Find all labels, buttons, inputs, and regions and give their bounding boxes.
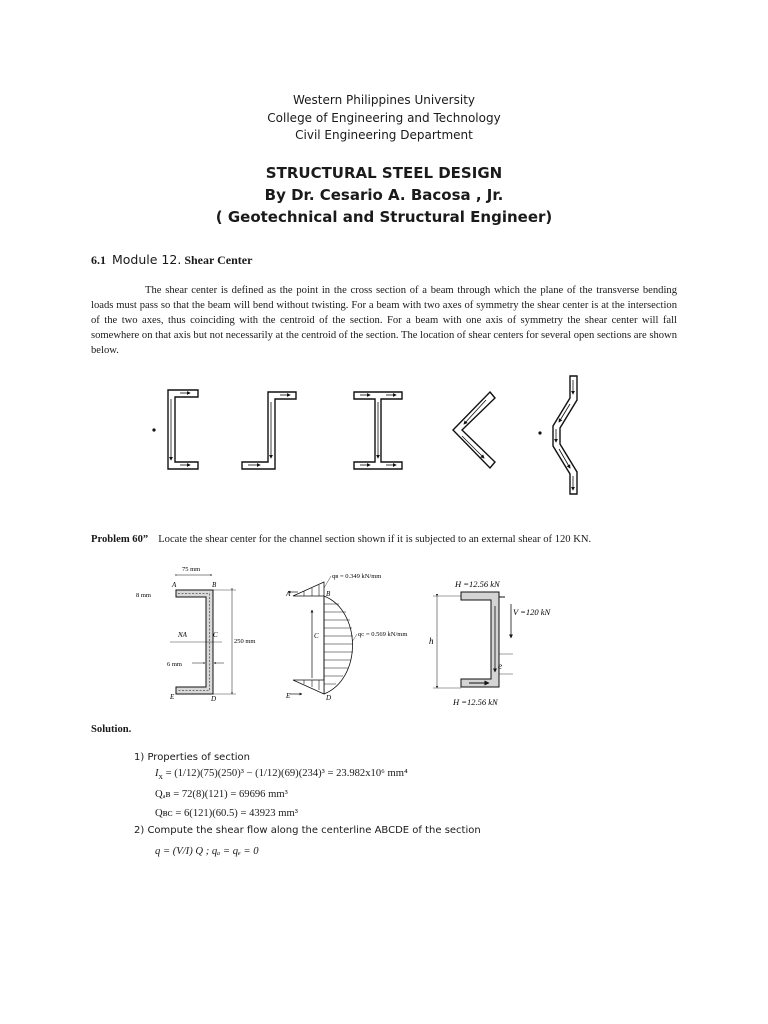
- point-e-label: E: [170, 693, 175, 701]
- section-number: 6.1: [91, 253, 106, 267]
- point-c-label: C: [213, 631, 218, 639]
- document-author: By Dr. Cesario A. Bacosa , Jr.: [264, 186, 504, 204]
- intro-paragraph: [91, 283, 677, 358]
- width-dimension-label: 75 mm: [182, 566, 201, 573]
- shear-force-label: V =120 kN: [513, 607, 551, 617]
- top-force-label: H =12.56 kN: [455, 579, 500, 589]
- force-resultant-figure: [425, 574, 575, 710]
- flow-point-d-label: D: [326, 694, 332, 702]
- height-h-label: h: [429, 636, 434, 646]
- module-label: Module 12.: [112, 252, 182, 267]
- height-dimension-label: 250 mm: [234, 638, 256, 645]
- university-name: Western Philippines University: [292, 93, 476, 107]
- equation-i-rhs: = (1/12)(75)(250)³ − (1/12)(69)(234)³ = 23.982x10⁶ mm⁴: [165, 768, 408, 779]
- problem-label: Problem 60”: [91, 534, 149, 545]
- college-name: College of Engineering and Technology: [267, 111, 501, 125]
- bottom-force-label: H =12.56 kN: [453, 697, 498, 707]
- equation-shear-flow: q = (V/I) Q ; qₐ = qₑ = 0: [155, 846, 259, 857]
- channel-section-shape: [152, 390, 198, 469]
- flow-point-b-label: B: [326, 590, 331, 598]
- point-a-label: A: [172, 581, 177, 589]
- point-b-label: B: [212, 581, 217, 589]
- qb-value-label: qʙ = 0.349 kN/mm: [332, 573, 382, 580]
- author-role: ( Geotechnical and Structural Engineer): [215, 208, 553, 226]
- point-d-label: D: [211, 695, 217, 703]
- flow-point-e-label: E: [286, 692, 291, 700]
- equation-q-bc: Qʙᴄ = 6(121)(60.5) = 43923 mm³: [155, 808, 298, 819]
- flow-point-a-label: A: [286, 590, 291, 598]
- channel-dimension-figure: [132, 562, 272, 706]
- problem-statement: [91, 534, 591, 545]
- section-topic: Shear Center: [184, 253, 253, 267]
- web-dimension-label: 6 mm: [167, 661, 182, 668]
- point-c-flow-label: C: [314, 632, 319, 640]
- open-sections-figure: [140, 372, 600, 500]
- section-heading: [91, 252, 252, 268]
- department-name: Civil Engineering Department: [295, 128, 473, 142]
- angle-section-shape: [453, 392, 495, 468]
- neutral-axis-label: NA: [178, 631, 187, 639]
- eccentricity-e-label: e: [498, 661, 502, 671]
- flange-dimension-label: 8 mm: [136, 592, 151, 599]
- i-section-shape: [354, 392, 402, 469]
- intro-text: The shear center is defined as the point in the cross section of a beam through which the plane of the transverse bending loads must pass so that the beam will bend without twisting. For a beam with two axes of symmetry the shear center is at the intersection of the two axes, thus coinciding with the centroid of the section. For a beam with one axis of symmetry the shear center will fall somewhere on that axis but not necessarily at the centroid of the section. The location of shear centers for several open sections are shown below.: [91, 285, 677, 356]
- shear-flow-figure: [284, 566, 424, 706]
- document-title: STRUCTURAL STEEL DESIGN: [265, 164, 503, 182]
- equation-moment-of-inertia: $I_x = (1/12)(75)(250)^3 - (1/12)(69)(234)^3 = 23.982x10^6$ mm⁴: [155, 768, 408, 782]
- bent-section-shape: [538, 376, 577, 494]
- step-1-text: 1) Properties of section: [134, 752, 250, 763]
- equation-i-symbol: I: [155, 768, 159, 779]
- step-2-text: 2) Compute the shear flow along the centerline ABCDE of the section: [134, 825, 481, 836]
- z-section-shape: [242, 392, 296, 469]
- equation-q-ab: Qₐʙ = 72(8)(121) = 69696 mm³: [155, 789, 288, 800]
- qc-value-label: qᴄ = 0.569 kN/mm: [358, 631, 408, 638]
- solution-heading: Solution.: [91, 724, 132, 735]
- problem-text: Locate the shear center for the channel section shown if it is subjected to an external shear of 120 KN.: [158, 534, 592, 545]
